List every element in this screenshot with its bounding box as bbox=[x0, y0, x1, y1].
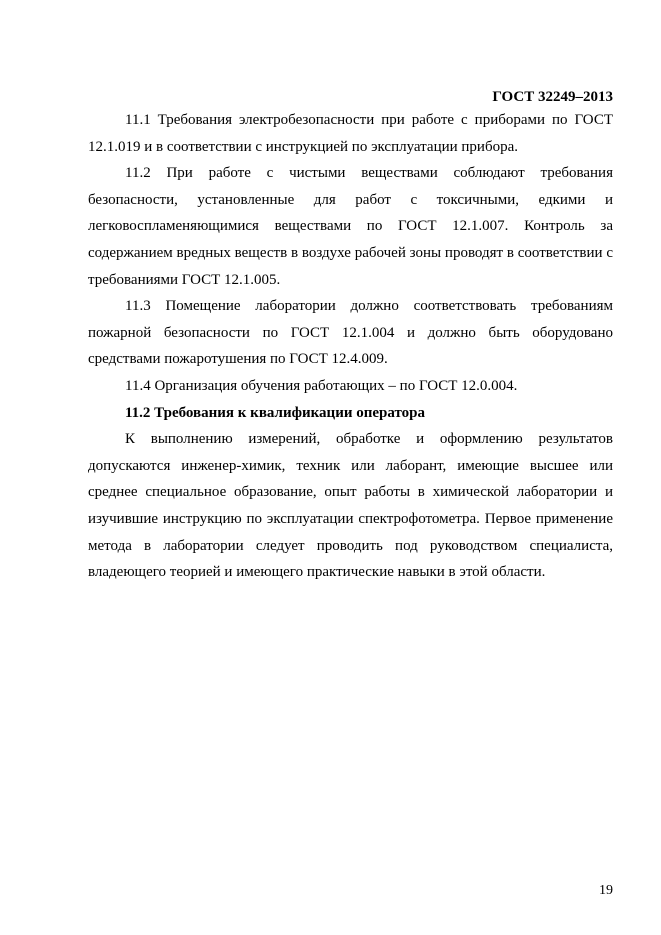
section-heading: 11.2 Требования к квалификации оператора bbox=[125, 404, 425, 421]
paragraph-11-2: 11.2 При работе с чистыми веществами соблюдают требования безопасности, установленные для работ с токсичными, едкими и легковоспламеняющимися веществами по ГОСТ 12.1.007. Контроль за содержанием вредных веществ в воздухе рабочей зоны проводят в соответствии с требованиями ГОСТ 12.1.005. bbox=[88, 165, 613, 288]
page-number: 19 bbox=[599, 883, 613, 898]
document-code-header: ГОСТ 32249–2013 bbox=[492, 89, 613, 105]
paragraph-11-3: 11.3 Помещение лаборатории должно соответствовать требованиям пожарной безопасности по ГОСТ 12.1.004 и должно быть оборудовано средствами пожаротушения по ГОСТ 12.4.009. bbox=[88, 298, 613, 368]
paragraph-11-1: 11.1 Требования электробезопасности при работе с приборами по ГОСТ 12.1.019 и в соответствии с инструкцией по эксплуатации прибора. bbox=[88, 112, 613, 155]
section-body-paragraph: К выполнению измерений, обработке и оформлению результатов допускаются инженер-химик, техник или лаборант, имеющие высшее или среднее специальное образование, опыт работы в химической лаборатории и изучившие инструкцию по эксплуатации спектрофотометра. Первое применение метода в лаборатории следует проводить под руководством специалиста, владеющего теорией и имеющего практические навыки в этой области. bbox=[88, 431, 613, 581]
page-content bbox=[88, 107, 613, 586]
paragraph-11-4: 11.4 Организация обучения работающих – по ГОСТ 12.0.004. bbox=[125, 377, 518, 394]
